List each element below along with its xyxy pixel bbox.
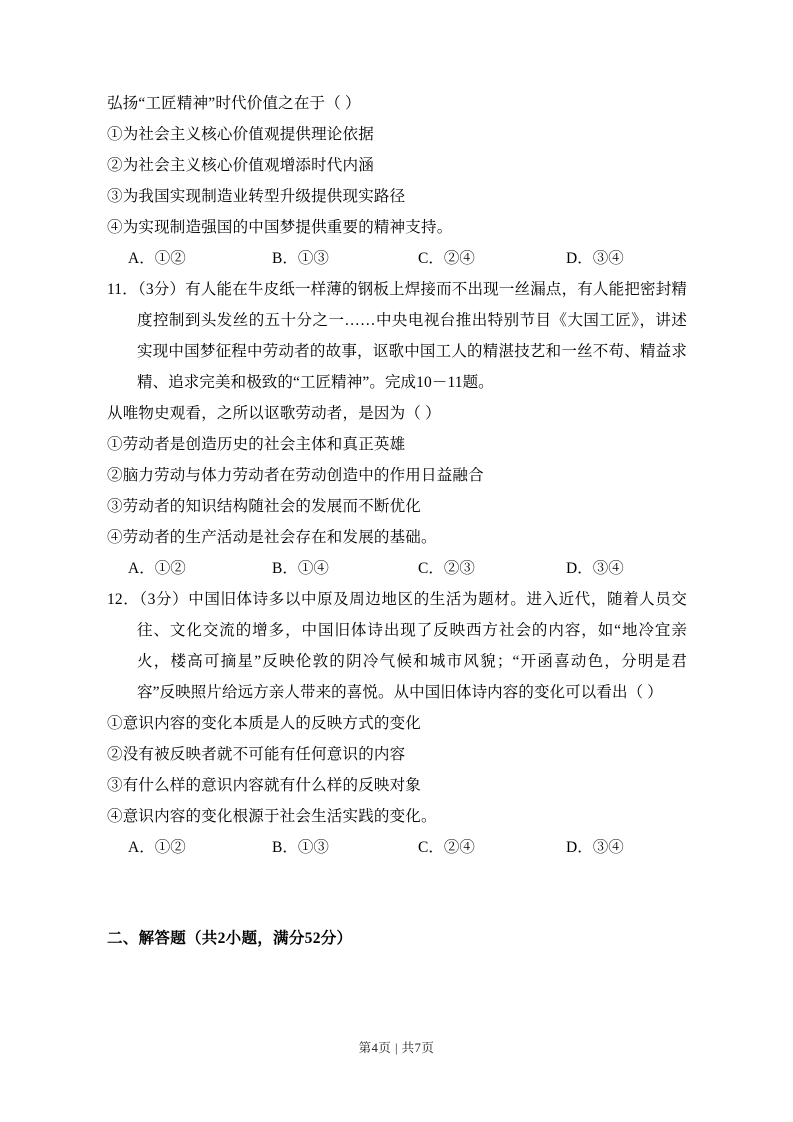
option-b: B．①③ (272, 250, 329, 267)
option-a: A．①② (128, 839, 186, 856)
question-11-item-4: ④劳动者的生产活动是社会存在和发展的基础。 (107, 529, 437, 546)
question-12-item-2: ②没有被反映者就不可能有任何意识的内容 (107, 746, 406, 763)
question-11-stem: 从唯物史观看，之所以讴歌劳动者，是因为（ ） (107, 405, 441, 422)
option-d: D．③④ (566, 250, 624, 267)
question-11-item-1: ①劳动者是创造历史的社会主体和真正英雄 (107, 436, 406, 453)
question-11-item-3: ③劳动者的知识结构随社会的发展而不断优化 (107, 498, 422, 515)
option-d: D．③④ (566, 560, 624, 577)
page-footer: 第4页 | 共7页 (358, 1041, 435, 1055)
question-10-item-1: ①为社会主义核心价值观提供理论依据 (107, 126, 374, 143)
option-d: D．③④ (566, 839, 624, 856)
question-12-item-1: ①意识内容的变化本质是人的反映方式的变化 (107, 715, 422, 732)
option-a: A．①② (128, 250, 186, 267)
page-content (107, 88, 687, 953)
question-10-item-3: ③为我国实现制造业转型升级提供现实路径 (107, 188, 406, 205)
question-10-stem: 弘扬“工匠精神”时代价值之在于（ ） (107, 95, 361, 112)
option-a: A．①② (128, 560, 186, 577)
section-heading: 二、解答题（共2小题，满分52分） (107, 930, 353, 947)
question-10-item-2: ②为社会主义核心价值观增添时代内涵 (107, 157, 374, 174)
question-12-passage: 12．（3分）中国旧体诗多以中原及周边地区的生活为题材。进入近代，随着人员交往、文化交流的增多，中国旧体诗出现了反映西方社会的内容，如“地冷宜亲火，楼高可摘星”反映伦敦的阴冷气候和城市风貌；“开函喜动色，分明是君容”反映照片给远方亲人带来的喜悦。从中国旧体诗内容的变化可以看出（ ） (107, 591, 687, 701)
option-c: C．②③ (418, 560, 475, 577)
option-c: C．②④ (418, 839, 475, 856)
option-b: B．①④ (272, 560, 329, 577)
question-12-item-4: ④意识内容的变化根源于社会生活实践的变化。 (107, 808, 437, 825)
question-12-options (107, 832, 687, 863)
option-b: B．①③ (272, 839, 329, 856)
question-11-item-2: ②脑力劳动与体力劳动者在劳动创造中的作用日益融合 (107, 467, 484, 484)
question-11-passage: 11．（3分）有人能在牛皮纸一样薄的钢板上焊接而不出现一丝漏点，有人能把密封精度控制到头发丝的五十分之一……中央电视台推出特别节目《大国工匠》，讲述实现中国梦征程中劳动者的故事，讴歌中国工人的精湛技艺和一丝不苟、精益求精、追求完美和极致的“工匠精神”。完成10－11题。 (107, 281, 687, 391)
option-c: C．②④ (418, 250, 475, 267)
question-11-options (107, 553, 687, 584)
question-10-options (107, 243, 687, 274)
question-12-item-3: ③有什么样的意识内容就有什么样的反映对象 (107, 777, 422, 794)
question-10-item-4: ④为实现制造强国的中国梦提供重要的精神支持。 (107, 219, 453, 236)
